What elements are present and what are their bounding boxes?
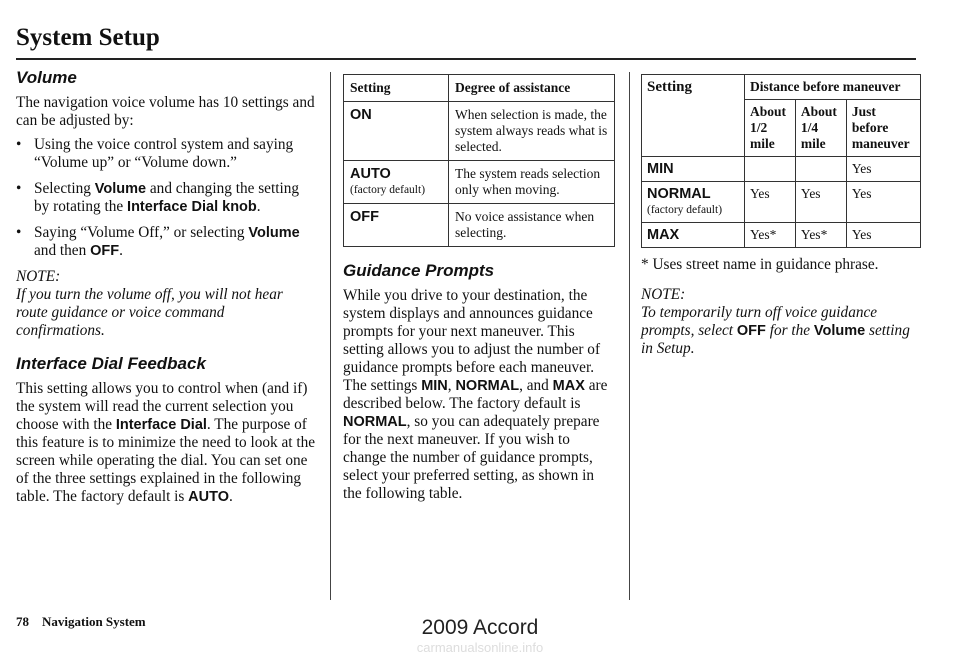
subheader-half-mile: About 1/2 mile: [745, 100, 796, 157]
key-interface-dial-knob: Interface Dial knob: [127, 199, 257, 215]
text: and changing the setting by rotating the: [34, 180, 299, 215]
note-text: [641, 304, 921, 358]
page-number: 78: [16, 614, 29, 629]
page-title: System Setup: [16, 24, 160, 51]
footer-label: Navigation System: [42, 614, 146, 629]
note-label: NOTE:: [641, 286, 686, 303]
text: This setting allows you to control when (and if) the system will read the current selection you choose with the: [16, 380, 308, 433]
column-header-setting: Setting: [344, 75, 449, 102]
table-row: [642, 223, 921, 248]
guidance-heading: Guidance Prompts: [343, 261, 495, 280]
table-row: [344, 204, 615, 247]
text: .: [256, 198, 261, 215]
factory-default-note: (factory default): [647, 204, 723, 216]
distance-table: [641, 74, 921, 248]
setting-max: MAX: [647, 227, 680, 243]
key-normal: NORMAL: [343, 414, 407, 430]
volume-intro: The navigation voice volume has 10 settings and can be adjusted by:: [16, 94, 315, 129]
text: are described below. The factory default is: [343, 377, 608, 412]
cell: Yes*: [745, 223, 796, 248]
setting-cell: [344, 204, 449, 247]
table-header-row: [344, 75, 615, 102]
key-volume: Volume: [94, 181, 147, 197]
list-item: [16, 224, 316, 260]
cell: Yes: [745, 182, 796, 223]
volume-method-1: Using the voice control system and saying “Volume up” or “Volume down.”: [34, 136, 294, 171]
cell: Yes: [846, 223, 920, 248]
column-header-distance: Distance before maneuver: [745, 75, 921, 100]
watermark-model: 2009 Accord: [421, 616, 539, 639]
description-cell: The system reads selection only when moving.: [449, 161, 615, 204]
description-cell: No voice assistance when selecting.: [449, 204, 615, 247]
setting-cell: [642, 157, 745, 182]
key-max: MAX: [552, 378, 585, 394]
subheader-quarter-mile: About 1/4 mile: [795, 100, 846, 157]
volume-methods-list: [16, 136, 316, 260]
cell: [745, 157, 796, 182]
text: ,: [447, 377, 452, 394]
key-volume: Volume: [813, 323, 866, 339]
column-header-setting: Setting: [642, 75, 745, 157]
text: and then: [34, 242, 87, 259]
setting-on: ON: [350, 107, 372, 123]
cell: Yes: [846, 157, 920, 182]
setting-auto: AUTO: [350, 166, 391, 182]
volume-note-text: If you turn the volume off, you will not hear route guidance or voice command confirmations.: [16, 286, 283, 339]
text: To temporarily turn off voice guidance prompts, select: [641, 304, 878, 339]
text: . The purpose of this feature is to minimize the need to look at the screen while operating the dial. You can set one of the three settings explained in the following table. The factory default is: [16, 416, 316, 505]
title-rule: [16, 58, 916, 60]
list-item: [16, 180, 316, 216]
volume-heading: Volume: [16, 68, 77, 87]
key-interface-dial: Interface Dial: [115, 417, 207, 433]
key-normal: NORMAL: [455, 378, 520, 394]
key-volume: Volume: [248, 225, 300, 241]
volume-section: [16, 68, 316, 506]
column-header-degree: Degree of assistance: [449, 75, 615, 102]
cell: [795, 157, 846, 182]
cell: Yes: [846, 182, 920, 223]
assistance-table: [343, 74, 615, 247]
text: Selecting: [34, 180, 91, 197]
watermark-site: carmanualsonline.info: [416, 640, 544, 655]
setting-normal: NORMAL: [647, 186, 711, 202]
column-divider-1: [330, 72, 331, 600]
setting-cell: [642, 182, 745, 223]
key-min: MIN: [421, 378, 448, 394]
setting-off: OFF: [350, 209, 379, 225]
setting-cell: [642, 223, 745, 248]
text: setting in Setup.: [641, 322, 910, 357]
text: While you drive to your destination, the system displays and announces guidance prompts for your next maneuver. This setting allows you to adjust the number of guidance prompts before each maneuver. The settings: [343, 287, 601, 394]
setting-cell: [344, 102, 449, 161]
text: Saying “Volume Off,” or selecting: [34, 224, 245, 241]
table-row: [642, 157, 921, 182]
text: for the: [769, 322, 811, 339]
key-auto: AUTO: [188, 489, 229, 505]
factory-default-note: (factory default): [350, 184, 426, 196]
key-off: OFF: [736, 323, 766, 339]
setting-cell: [344, 161, 449, 204]
column-divider-2: [629, 72, 630, 600]
list-item: [16, 136, 316, 172]
text: .: [229, 488, 233, 505]
table-header-row: [642, 75, 921, 100]
distance-section: [641, 74, 921, 358]
guidance-paragraph: [343, 287, 615, 503]
cell: Yes: [795, 182, 846, 223]
table-row: [642, 182, 921, 223]
table-footnote: * Uses street name in guidance phrase.: [641, 256, 879, 273]
key-off: OFF: [90, 243, 120, 259]
text: , so you can adequately prepare for the next maneuver. If you wish to change the number of guidance prompts, select your preferred setting, as shown in the following table.: [343, 413, 600, 502]
subheader-just-before: Just before maneuver: [846, 100, 920, 157]
text: .: [119, 242, 123, 259]
cell: Yes*: [795, 223, 846, 248]
table-row: [344, 161, 615, 204]
assistance-section: [343, 74, 615, 503]
setting-min: MIN: [647, 161, 674, 177]
volume-note-label: NOTE:: [16, 268, 61, 285]
description-cell: When selection is made, the system always reads what is selected.: [449, 102, 615, 161]
dial-feedback-paragraph: [16, 380, 316, 506]
dial-feedback-heading: Interface Dial Feedback: [16, 354, 206, 373]
text: , and: [519, 377, 549, 394]
table-row: [344, 102, 615, 161]
